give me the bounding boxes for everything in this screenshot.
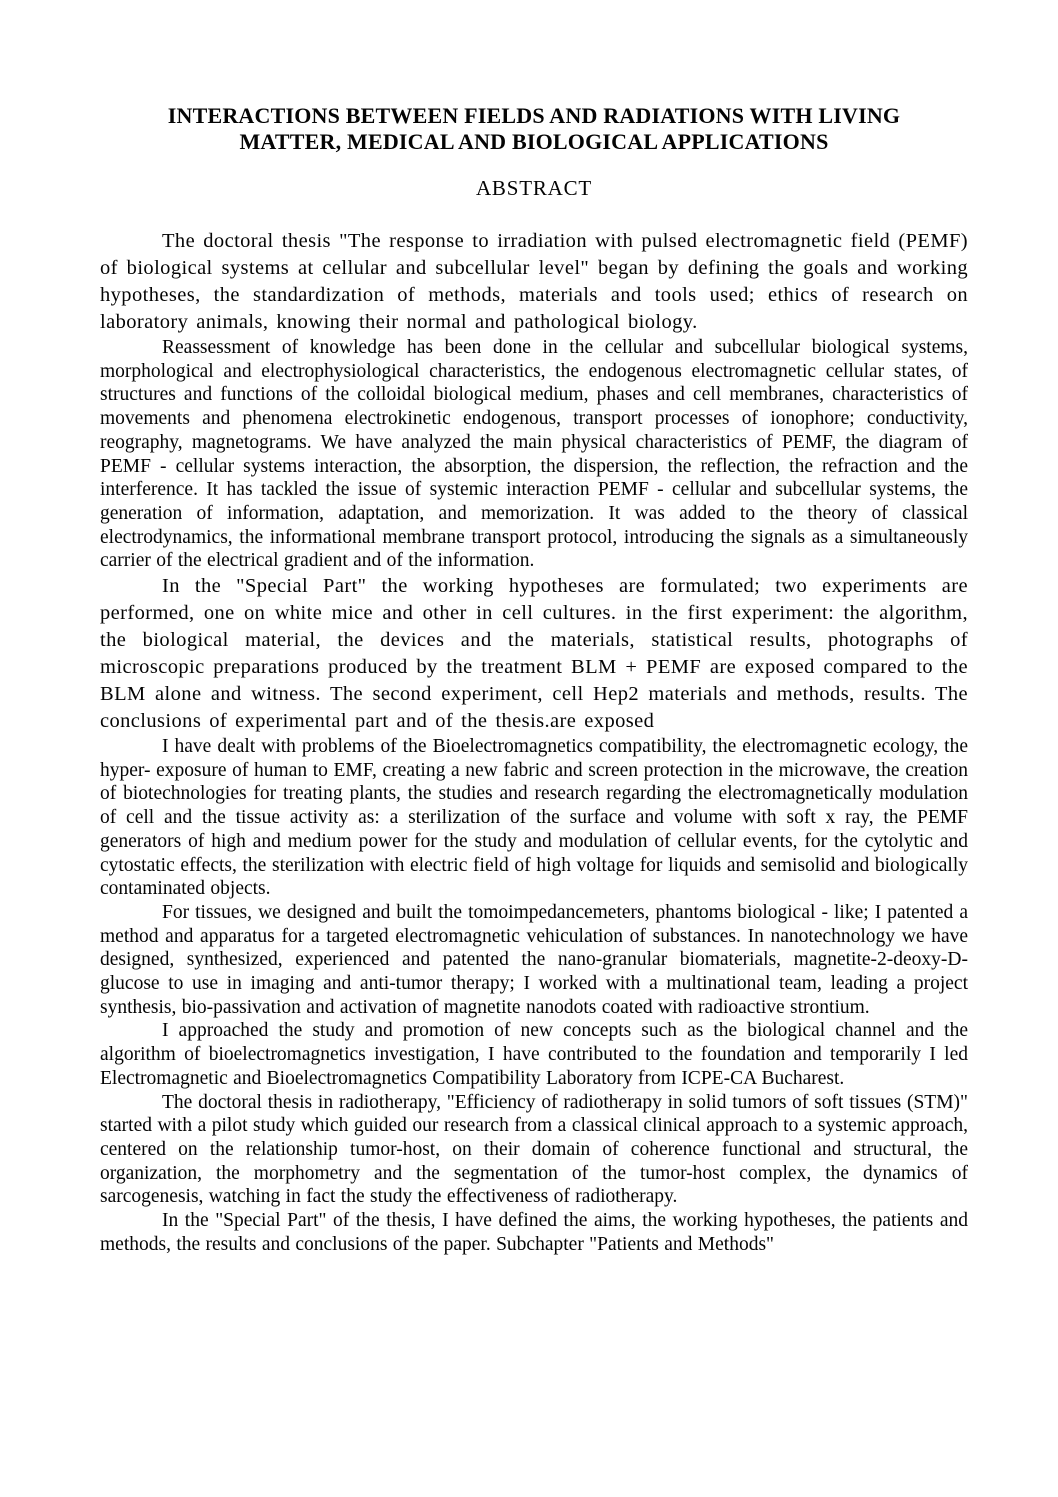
paragraph: The doctoral thesis in radiotherapy, "Efficiency of radiotherapy in solid tumors of soft tissues (STM)" started with a pilot study which guided our research from a classical clinical approach to a systemic approach, centered on the relationship tumor-host, on their domain of coherence functional and structural, the organization, the morphometry and the segmentation of the tumor-host complex, the dynamics of sarcogenesis, watching in fact the study the effectiveness of radiotherapy.: [100, 1091, 968, 1208]
abstract-heading: ABSTRACT: [475, 176, 593, 200]
document-title-line-1: INTERACTIONS BETWEEN FIELDS AND RADIATIONS WITH LIVING: [167, 103, 901, 128]
paragraph: I approached the study and promotion of new concepts such as the biological channel and the algorithm of bioelectromagnetics investigation, I have contributed to the foundation and temporarily I led Electromagnetic and Bioelectromagnetics Compatibility Laboratory from ICPE-CA Bucharest.: [100, 1020, 968, 1089]
abstract-body: [100, 228, 968, 1257]
paragraph: In the "Special Part" of the thesis, I have defined the aims, the working hypotheses, the patients and methods, the results and conclusions of the paper. Subchapter "Patients and Methods": [100, 1210, 968, 1255]
paragraph: Reassessment of knowledge has been done in the cellular and subcellular biological systems, morphological and electrophysiological characteristics, the endogenous electromagnetic cellular states, of structures and functions of the colloidal biological medium, phases and cell membranes, characteristics of movements and phenomena electrokinetic endogenous, transport processes of ionophore; conductivity, reography, magnetograms. We have analyzed the main physical characteristics of PEMF, the diagram of PEMF - cellular systems interaction, the absorption, the dispersion, the reflection, the refraction and the interference. It has tackled the issue of systemic interaction PEMF - cellular and subcellular systems, the generation of information, adaptation, and memorization. It was added to the theory of classical electrodynamics, the informational membrane transport protocol, introducing the signals as a simultaneously carrier of the electrical gradient and of the information.: [100, 337, 968, 572]
paragraph: I have dealt with problems of the Bioelectromagnetics compatibility, the electromagnetic ecology, the hyper- exposure of human to EMF, creating a new fabric and screen protection in the microwave, the creation of biotechnologies for treating plants, the studies and research regarding the electromagnetically modulation of cell and the tissue activity as: a sterilization of the surface and volume with soft x ray, the PEMF generators of high and medium power for the study and modulation of cellular events, for the cytolytic and cytostatic effects, the sterilization with electric field of high voltage for liquids and semisolid and biologically contaminated objects.: [100, 736, 968, 900]
paragraph: In the "Special Part" the working hypotheses are formulated; two experiments are performed, one on white mice and other in cell cultures. in the first experiment: the algorithm, the biological material, the devices and the materials, statistical results, photographs of microscopic preparations produced by the treatment BLM + PEMF are exposed compared to the BLM alone and witness. The second experiment, cell Hep2 materials and methods, results. The conclusions of experimental part and of the thesis.are exposed: [100, 575, 968, 733]
paragraph: For tissues, we designed and built the tomoimpedancemeters, phantoms biological - like; I patented a method and apparatus for a targeted electromagnetic vehiculation of substances. In nanotechnology we have designed, synthesized, experienced and patented the nano-granular biomaterials, magnetite-2-deoxy-D-glucose to use in imaging and anti-tumor therapy; I worked with a multinational team, leading a project synthesis, bio-passivation and activation of magnetite nanodots coated with radioactive strontium.: [100, 901, 968, 1018]
document-title-line-2: MATTER, MEDICAL AND BIOLOGICAL APPLICATIONS: [239, 129, 829, 154]
paragraph: The doctoral thesis "The response to irradiation with pulsed electromagnetic field (PEMF) of biological systems at cellular and subcellular level" began by defining the goals and working hypotheses, the standardization of methods, materials and tools used; ethics of research on laboratory animals, knowing their normal and pathological biology.: [100, 230, 968, 333]
document-title: [100, 103, 968, 155]
